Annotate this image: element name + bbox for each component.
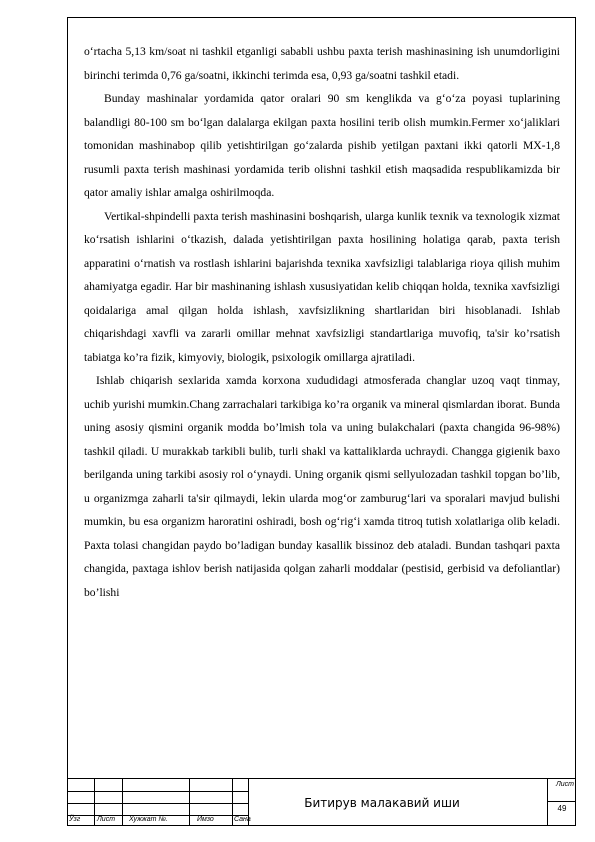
paragraph-3: Vertikal-shpindelli paxta terish mashinasini boshqarish, ularga kunlik texnik va texnologik xizmat ko‘rsatish ishlarini o‘tkazish, dalada yetishtirilgan paxta hosilining holatiga qarab, paxta terish apparatini o‘rnatish va rostlash ishlarini bajarishda texnika xavfsizligi talablariga rioya qilish muhim ahamiyatga egadir. Har bir mashinaning ishlash xususiyatidan kelib chiqqan holda, texnika xavfsizligi qoidalariga amal qilgan holda ishlash, xavfsizlikning shartlaridan biri hisoblanadi. Ishlab chiqarishdagi xavfli va zararli omillar mehnat xavfsizligi standartlariga muvofiq, ta'sir ko’rsatish tabiatga ko’ra fizik, kimyoviy, biologik, psixologik omillarga ajratiladi. xyxy=(84,209,560,364)
paragraph-2: Bunday mashinalar yordamida qator oralari 90 sm kenglikda va g‘o‘za poyasi tuplarining balandligi 80-100 sm bo‘lgan dalalarga ekilgan paxta hosilini terib olish mumkin.Fermer xo‘jaliklari tomonidan mashinabop qilib yetishtirilgan go‘zalarda pishib yetilgan paxtani ikki qatorli MX-1,8 rusumli paxta terish mashinasi yordamida terib olishni tashkil etish maqsadida respublikamizda bir qator amaliy ishlar amalga oshirilmoqda. xyxy=(84,92,560,199)
paragraph-1: o‘rtacha 5,13 km/soat ni tashkil etganligi sababli ushbu paxta terish mashinasining ish unumdorligini birinchi terimda 0,76 ga/soatni, ikkinchi terimda esa, 0,93 ga/soatni tashkil etadi. xyxy=(84,45,560,82)
document-body xyxy=(84,40,560,604)
col-label-document-no: Хужжат №. xyxy=(129,816,168,823)
col-label-signature: Имзо xyxy=(197,816,214,823)
col-label-changes: Ўзг xyxy=(69,816,81,823)
page-number: 49 xyxy=(557,804,567,813)
work-title: Битирув малакавий иши xyxy=(304,796,460,810)
col-label-sheet: Лист xyxy=(97,816,116,823)
paragraph-4: Ishlab chiqarish sexlarida xamda korxona xududidagi atmosferada changlar uzoq vaqt tinmay, uchib yurishi mumkin.Chang zarrachalari tarkibiga ko’ra organik va mineral qismlardan iborat. Bunda uning asosiy qismini organik modda bo’lmish tola va uning bulakchalari (paxta changida 96-98%) tashkil qiladi. U murakkab tarkibli bulib, turli shakl va kattaliklarda uchraydi. Changga gigienik baxo berilganda uning tarkibi asosiy rol o‘ynaydi. Uning organik qismi sellyulozadan tashkil topgan bo’lib, u organizmga zaharli ta'sir qilmaydi, lekin ularda mog‘or zamburug‘lari va sporalari mavjud bulishi mumkin, bu esa organizm haroratini oshiradi, bosh og‘rig‘i xamda titroq tutish xolatlariga olib keladi. Paxta tolasi changidan paydo bo’ladigan bunday kasallik bissinoz deb ataladi. Bundan tashqari paxta changida, paxtaga ishlov berish natijasida qolgan zaharli moddalar (pestisid, gerbisid va defoliantlar) bo’lishi xyxy=(84,374,560,599)
title-block xyxy=(67,778,576,826)
col-label-date: Сана xyxy=(234,816,251,823)
sheet-label: Лист xyxy=(555,781,574,788)
